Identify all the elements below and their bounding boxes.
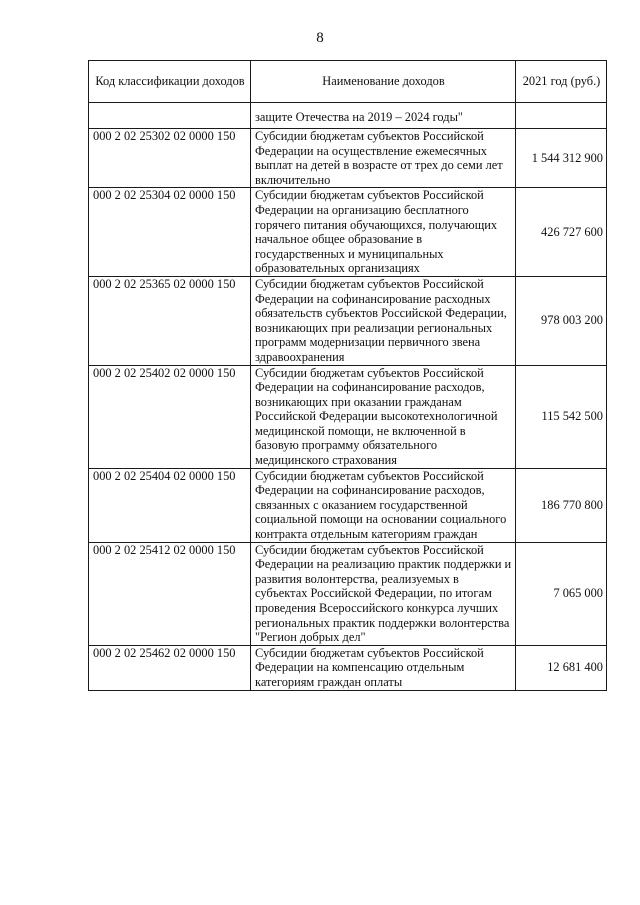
cell-name: Субсидии бюджетам субъектов Российской Федерации на компенсацию отдельным категориям граждан оплаты: [251, 645, 516, 690]
header-code: Код классификации доходов: [89, 61, 251, 103]
page-number: 8: [316, 30, 324, 46]
cell-code: 000 2 02 25302 02 0000 150: [89, 129, 251, 188]
revenue-table: [88, 60, 607, 691]
table-row: [89, 468, 607, 542]
cell-name: защите Отечества на 2019 – 2024 годы": [251, 103, 516, 129]
table-row: [89, 129, 607, 188]
cell-amount: 186 770 800: [516, 468, 607, 542]
cell-name: Субсидии бюджетам субъектов Российской Федерации на софинансирование расходных обязательств субъектов Российской Федерации, возникающих при реализации региональных программ модернизации первичного звена здравоохранения: [251, 276, 516, 365]
cell-name: Субсидии бюджетам субъектов Российской Федерации на осуществление ежемесячных выплат на детей в возрасте от трех до семи лет включительно: [251, 129, 516, 188]
header-amount: 2021 год (руб.): [516, 61, 607, 103]
cell-code: 000 2 02 25402 02 0000 150: [89, 365, 251, 468]
cell-amount: [516, 103, 607, 129]
cell-name: Субсидии бюджетам субъектов Российской Федерации на софинансирование расходов, связанных с оказанием государственной социальной помощи на основании социального контракта отдельным категориям граждан: [251, 468, 516, 542]
cell-code: 000 2 02 25412 02 0000 150: [89, 542, 251, 645]
cell-amount: 426 727 600: [516, 188, 607, 277]
table-row: [89, 645, 607, 690]
cell-code: 000 2 02 25304 02 0000 150: [89, 188, 251, 277]
cell-code: 000 2 02 25462 02 0000 150: [89, 645, 251, 690]
cell-name: Субсидии бюджетам субъектов Российской Федерации на реализацию практик поддержки и развития волонтерства, реализуемых в субъектах Российской Федерации, по итогам проведения Всероссийского конкурса лучших региональных практик поддержки волонтерства "Регион добрых дел": [251, 542, 516, 645]
header-name: Наименование доходов: [251, 61, 516, 103]
cell-amount: 978 003 200: [516, 276, 607, 365]
cell-code: [89, 103, 251, 129]
table-row: [89, 276, 607, 365]
table-row: [89, 188, 607, 277]
cell-code: 000 2 02 25365 02 0000 150: [89, 276, 251, 365]
table-row: [89, 365, 607, 468]
table-row: [89, 542, 607, 645]
cell-amount: 12 681 400: [516, 645, 607, 690]
cell-amount: 7 065 000: [516, 542, 607, 645]
cell-amount: 1 544 312 900: [516, 129, 607, 188]
cell-amount: 115 542 500: [516, 365, 607, 468]
cell-name: Субсидии бюджетам субъектов Российской Федерации на организацию бесплатного горячего питания обучающихся, получающих начальное общее образование в государственных и муниципальных образовательных организациях: [251, 188, 516, 277]
cell-name: Субсидии бюджетам субъектов Российской Федерации на софинансирование расходов, возникающих при оказании гражданам Российской Федерации высокотехнологичной медицинской помощи, не включенной в базовую программу обязательного медицинского страхования: [251, 365, 516, 468]
table-header-row: [89, 61, 607, 103]
table-row-continuation: [89, 103, 607, 129]
cell-code: 000 2 02 25404 02 0000 150: [89, 468, 251, 542]
